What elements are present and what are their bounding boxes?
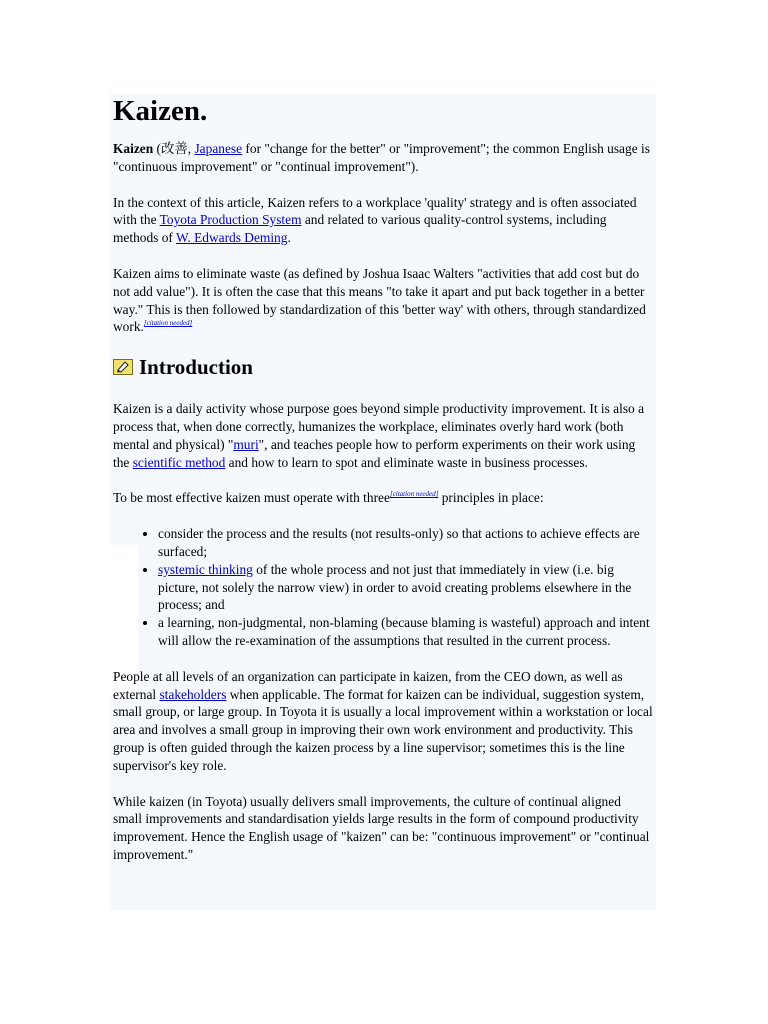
daily-text-1: Kaizen is a daily activity whose purpose goes beyond simple productivity improvement. It is also a process that, when done correctly, humanizes the workplace, eliminates overly hard work (both mental and physical) " [113, 401, 645, 452]
toyota-production-system-link[interactable]: Toyota Production System [159, 212, 302, 228]
intro-paragraph [113, 140, 653, 176]
principles-list [113, 525, 653, 650]
list-item [158, 561, 653, 614]
principles-paragraph [113, 489, 653, 507]
waste-paragraph [113, 265, 653, 336]
context-text-1: In the context of this article, Kaizen refers to a workplace 'quality' strategy and is often associated with the [113, 194, 637, 228]
people-text-1: People at all levels of an organization can participate in kaizen, from the CEO down, as well as external [113, 668, 623, 702]
daily-text-3: and how to learn to spot and eliminate waste in business processes. [225, 454, 588, 470]
scientific-method-link[interactable]: scientific method [132, 454, 226, 470]
list-item-text: of the whole process and not just that immediately in view (i.e. big picture, not solely the narrow view) in order to avoid creating problems elsewhere in the process; and [158, 561, 632, 613]
list-item: • a learning, non-judgmental, non-blaming (because blaming is wasteful) approach and intent will allow the re-examination of the assumptions that resulted in the current process. [158, 614, 653, 650]
kaizen-term: Kaizen [113, 141, 154, 156]
citation-needed-link[interactable]: [citation needed] [143, 319, 193, 328]
principles-text-2: principles in place: [438, 490, 544, 506]
kanji-text: (改善, [153, 141, 195, 156]
citation-needed-link[interactable]: [citation needed] [389, 490, 439, 499]
toyota-paragraph: While kaizen (in Toyota) usually delivers small improvements, the culture of continual aligned small improvements and standardisation yields large results in the form of compound productivity improvement. Hence the English usage of "kaizen" can be: "continuous improvement" or "continual improvement." [113, 793, 650, 862]
context-text-2: and related to various quality-control systems, including methods of [113, 212, 607, 246]
pencil-icon[interactable] [113, 359, 133, 375]
w-edwards-deming-link[interactable]: W. Edwards Deming [175, 230, 288, 246]
people-text-2: when applicable. The format for kaizen can be individual, suggestion system, small group, or large group. In Toyota it is usually a local improvement within a workstation or local area and involves a small group in improving their own work environment and productivity. This group is often guided through the kaizen process by a line supervisor; sometimes this is the line supervisor's key role. [113, 686, 653, 773]
page-title: Kaizen. [113, 95, 208, 127]
stakeholders-link[interactable]: stakeholders [159, 686, 227, 702]
systemic-thinking-link[interactable]: systemic thinking [158, 561, 253, 577]
section-heading-introduction [113, 354, 653, 380]
muri-link[interactable]: muri [233, 436, 259, 452]
context-paragraph [113, 194, 653, 247]
participation-paragraph [113, 668, 653, 775]
daily-text-2: ", and teaches people how to perform experiments on their work using the [113, 436, 636, 470]
list-item: • consider the process and the results (not results-only) so that actions to achieve effects are surfaced; [158, 525, 653, 561]
article-content [113, 92, 653, 882]
daily-activity-paragraph [113, 400, 653, 471]
principles-text-1: To be most effective kaizen must operate with three [113, 490, 390, 506]
intro-rest-text: for "change for the better" or "improvement"; the common English usage is "continuous improvement" or "continual improvement"). [113, 141, 650, 174]
japanese-link[interactable]: Japanese [194, 141, 243, 156]
waste-text: Kaizen aims to eliminate waste (as defined by Joshua Isaac Walters "activities that add cost but do not add value"). It is often the case that this means "to take it apart and put back together in a better way." This is then followed by standardization of this 'better way' with others, through standardized work. [113, 265, 646, 335]
section-heading-text: Introduction [139, 355, 253, 380]
context-text-3: . [287, 230, 291, 246]
